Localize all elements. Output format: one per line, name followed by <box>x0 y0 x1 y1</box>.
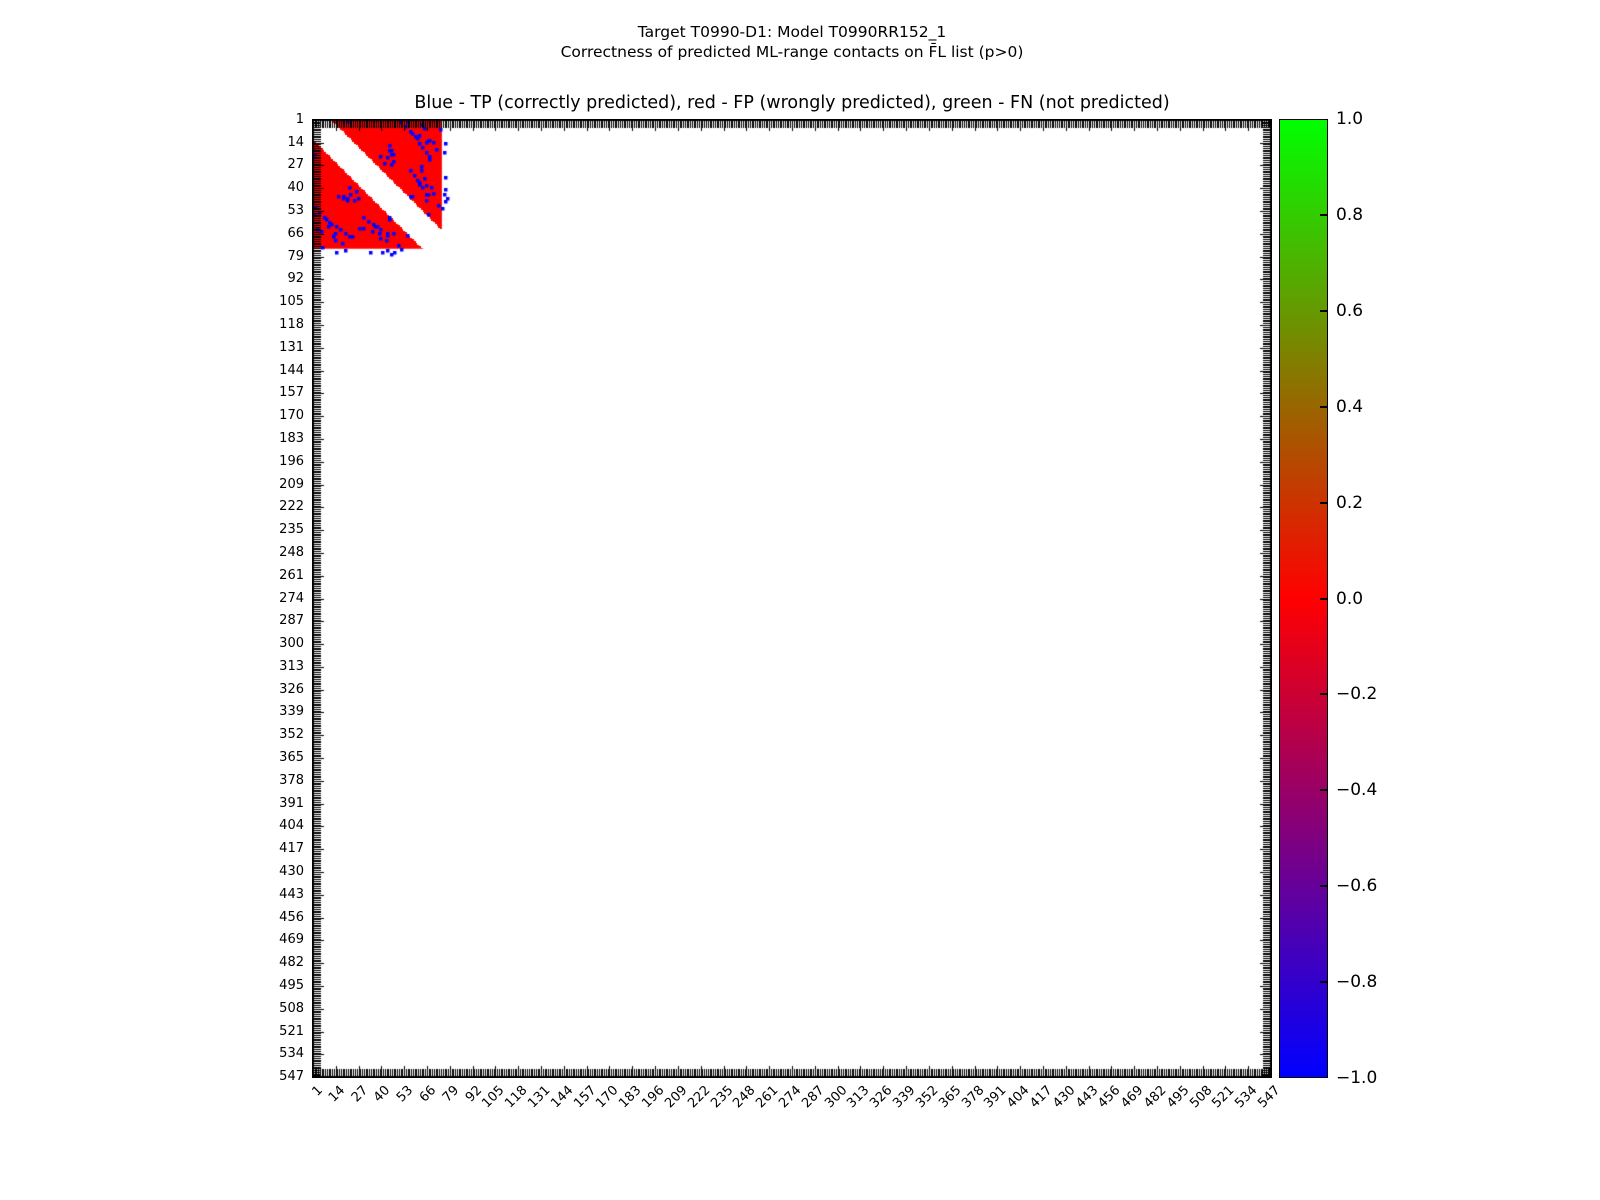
colorbar-tick <box>1320 406 1327 408</box>
y-tick-label: 313 <box>279 659 304 674</box>
y-tick-label: 118 <box>279 317 304 332</box>
y-tick-label: 144 <box>279 363 304 378</box>
y-tick-label: 456 <box>279 910 304 925</box>
y-tick-label: 183 <box>279 431 304 446</box>
y-tick-label: 378 <box>279 773 304 788</box>
y-tick-label: 469 <box>279 932 304 947</box>
colorbar-tick-label: 0.8 <box>1336 205 1364 225</box>
y-tick-label: 521 <box>279 1024 304 1039</box>
y-tick-label: 209 <box>279 477 304 492</box>
colorbar-tick-label: −0.4 <box>1336 780 1378 800</box>
y-tick-label: 157 <box>279 385 304 400</box>
colorbar-tick-label: 0.6 <box>1336 301 1364 321</box>
colorbar-tick <box>1320 214 1327 216</box>
colorbar-tick-label: −1.0 <box>1336 1068 1378 1088</box>
colorbar-tick <box>1320 885 1327 887</box>
y-tick-label: 326 <box>279 682 304 697</box>
y-tick-label: 417 <box>279 841 304 856</box>
y-tick-label: 352 <box>279 727 304 742</box>
colorbar-tick <box>1320 789 1327 791</box>
colorbar-tick <box>1320 310 1327 312</box>
colorbar-tick-label: 0.2 <box>1336 493 1364 513</box>
y-tick-label: 53 <box>287 203 304 218</box>
y-tick-label: 1 <box>295 112 304 127</box>
y-tick-label: 27 <box>287 157 304 172</box>
y-tick-label: 261 <box>279 568 304 583</box>
y-tick-label: 495 <box>279 978 304 993</box>
y-tick-label: 14 <box>287 135 304 150</box>
y-tick-label: 170 <box>279 408 304 423</box>
y-tick-label: 131 <box>279 340 304 355</box>
y-tick-label: 66 <box>287 226 304 241</box>
y-tick-label: 287 <box>279 613 304 628</box>
y-tick-label: 274 <box>279 591 304 606</box>
y-tick-label: 196 <box>279 454 304 469</box>
y-tick-label: 339 <box>279 704 304 719</box>
y-tick-label: 105 <box>279 294 304 309</box>
y-tick-label: 534 <box>279 1046 304 1061</box>
colorbar-tick-label: 0.4 <box>1336 397 1364 417</box>
suptitle-line-1: Target T0990-D1: Model T0990RR152_1 <box>637 23 947 41</box>
colorbar-tick <box>1320 502 1327 504</box>
y-tick-label: 365 <box>279 750 304 765</box>
figure: Target T0990-D1: Model T0990RR152_1 Correctness of predicted ML-range contacts on F̄L list (p>0) Blue - TP (correctly predicted), red - FP (wrongly predicted), green - FN (not predicted) 1 14 27 40 53 66 79 92 105 118 131 144 157 170 183 196 209 222 235 248 261 274 287 300 313 326 339 352 365 378 391 404 417 430 443 456 469 482 495 508 521 534 547 1 14 27 40 53 66 79 92 105 118 131 144 157 170 183 196 209 222 235 248 261 274 287 300 313 326 339 352 365 378 391 404 417 430 443 456 469 482 495 508 521 534 547 1.0 0.8 0.6 0.4 0.2 0.0 −0.2 −0.4 −0.6 −0.8 −1.0 <box>0 0 1600 1200</box>
axes-title: Blue - TP (correctly predicted), red - FP (wrongly predicted), green - FN (not predicted) <box>414 93 1170 113</box>
colorbar-tick-label: −0.6 <box>1336 876 1378 896</box>
colorbar-tick <box>1320 598 1327 600</box>
colorbar-tick-label: 0.0 <box>1336 589 1364 609</box>
colorbar-tick-label: 1.0 <box>1336 109 1364 129</box>
y-tick-label: 235 <box>279 522 304 537</box>
y-tick-label: 508 <box>279 1001 304 1016</box>
y-tick-label: 391 <box>279 796 304 811</box>
y-tick-label: 92 <box>287 271 304 286</box>
y-tick-label: 300 <box>279 636 304 651</box>
colorbar-tick <box>1320 981 1327 983</box>
y-tick-label: 430 <box>279 864 304 879</box>
suptitle-line-2: Correctness of predicted ML-range contacts on F̄L list (p>0) <box>560 43 1024 61</box>
colorbar-tick-label: −0.2 <box>1336 684 1378 704</box>
y-tick-label: 404 <box>279 818 304 833</box>
figure-suptitle <box>312 22 1272 62</box>
y-tick-label: 443 <box>279 887 304 902</box>
y-tick-label: 40 <box>287 180 304 195</box>
y-tick-label: 222 <box>279 499 304 514</box>
colorbar-tick-label: −0.8 <box>1336 972 1378 992</box>
colorbar-tick <box>1320 693 1327 695</box>
y-tick-label: 79 <box>287 249 304 264</box>
y-tick-label: 482 <box>279 955 304 970</box>
y-tick-label: 547 <box>279 1069 304 1084</box>
y-tick-label: 248 <box>279 545 304 560</box>
contact-map-plot <box>312 119 1272 1078</box>
